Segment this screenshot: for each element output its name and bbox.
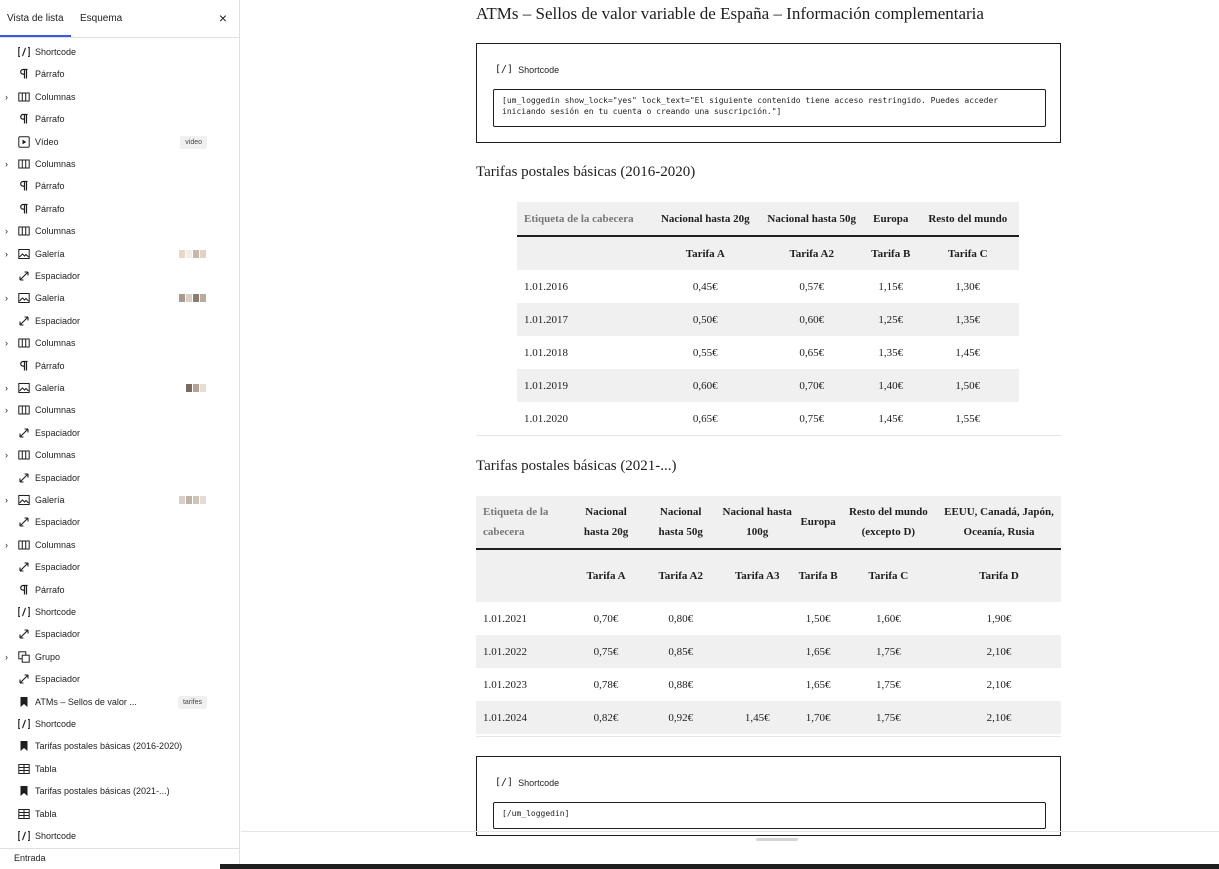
- page-title[interactable]: ATMs – Sellos de valor variable de España – Información complementaria: [476, 4, 984, 23]
- chevron-right-icon[interactable]: ›: [5, 450, 8, 461]
- list-item-label: Tarifas postales básicas (2016-2020): [35, 741, 183, 752]
- spacer-icon: [18, 561, 30, 573]
- table-cell[interactable]: 2,10€: [986, 678, 1012, 691]
- list-item[interactable]: [0, 176, 239, 198]
- list-item-label: Columnas: [35, 539, 76, 550]
- tab-outline[interactable]: Esquema: [80, 13, 123, 24]
- list-item-label: Shortcode: [35, 719, 77, 729]
- columns-icon: [18, 225, 30, 237]
- shortcode-input[interactable]: [/um_loggedin]: [493, 802, 1046, 829]
- table-cell[interactable]: 2,10€: [937, 701, 1061, 734]
- list-item-label: Shortcode: [35, 607, 77, 617]
- table-header-row: [517, 202, 1019, 236]
- chevron-right-icon[interactable]: ›: [5, 159, 8, 169]
- paragraph-icon: [18, 68, 30, 80]
- list-item-label: Párrafo: [35, 203, 65, 214]
- breadcrumb-entrada[interactable]: Entrada: [0, 848, 240, 864]
- table-cell[interactable]: 1.01.2019: [517, 369, 652, 402]
- list-item-label: Tarifas postales básicas (2021-...): [35, 786, 170, 797]
- table-cell[interactable]: 1,65€: [796, 635, 839, 668]
- table-cell[interactable]: [476, 549, 569, 602]
- table-header-cell[interactable]: EEUU, Canadá, Japón, Oceanía, Rusia: [937, 496, 1061, 549]
- table-subheader-row: [476, 549, 1061, 602]
- thumbnail: [179, 294, 185, 302]
- bottom-bar: [220, 864, 1219, 869]
- paragraph-icon: [18, 180, 30, 192]
- table-cell[interactable]: 0,75€: [569, 635, 644, 668]
- table-cell[interactable]: Tarifa A2: [643, 549, 718, 602]
- list-item-label: Párrafo: [35, 114, 65, 125]
- table-cell[interactable]: 0,65€: [799, 346, 825, 359]
- table-header-cell[interactable]: Etiqueta de la cabecera: [476, 496, 569, 549]
- table-cell[interactable]: 1,40€: [865, 369, 917, 402]
- table-cell[interactable]: 1,45€: [955, 346, 981, 359]
- heading-2016-2020[interactable]: Tarifas postales básicas (2016-2020): [476, 164, 696, 180]
- table-cell[interactable]: 1.01.2020: [524, 412, 568, 425]
- spacer-icon: [18, 270, 30, 282]
- list-item-label: Espaciador: [35, 629, 81, 640]
- table-row: [517, 402, 1019, 435]
- spacer-icon: [18, 673, 30, 685]
- list-item[interactable]: [0, 333, 239, 355]
- list-item-label: Galería: [35, 248, 65, 259]
- table-row: [476, 668, 1061, 701]
- list-item-label: Párrafo: [35, 584, 65, 595]
- chevron-right-icon[interactable]: ›: [5, 293, 8, 304]
- rates-table-2016-2020[interactable]: [517, 202, 1019, 435]
- table-row: [476, 635, 1061, 668]
- list-item[interactable]: [0, 378, 239, 400]
- table-cell[interactable]: 1,45€: [718, 701, 796, 734]
- gallery-icon: [18, 248, 30, 260]
- list-item[interactable]: [0, 311, 239, 333]
- block-badge: tarifes: [178, 696, 207, 709]
- list-item[interactable]: [0, 244, 239, 266]
- gallery-icon: [18, 382, 30, 394]
- table-cell[interactable]: Tarifa A: [569, 549, 644, 602]
- list-item-label: Columnas: [35, 226, 76, 237]
- list-item-label: Espaciador: [35, 271, 81, 281]
- shortcode-icon: [18, 830, 30, 842]
- thumbnail: [186, 250, 192, 258]
- gallery-thumbnails: [186, 384, 206, 392]
- list-item-label: Espaciador: [35, 517, 81, 528]
- gallery-thumbnails: [179, 294, 206, 302]
- table-cell[interactable]: 1,90€: [986, 612, 1012, 625]
- chevron-right-icon[interactable]: ›: [5, 405, 8, 416]
- table-row: [517, 369, 1019, 402]
- table-icon: [18, 763, 30, 775]
- list-item-label: Espaciador: [35, 315, 81, 326]
- shortcode-icon: [18, 718, 30, 730]
- table-header-cell[interactable]: Resto del mundo (excepto D): [840, 496, 937, 549]
- spacer-icon: [18, 628, 30, 640]
- list-item[interactable]: [0, 288, 239, 310]
- list-item-label: Espaciador: [35, 427, 81, 438]
- list-item[interactable]: [0, 64, 239, 86]
- list-item[interactable]: [0, 87, 239, 109]
- list-item-label: Espaciador: [35, 472, 81, 483]
- list-item[interactable]: [0, 490, 239, 512]
- list-view-panel: [0, 0, 240, 864]
- table-header-cell[interactable]: Etiqueta de la cabecera: [517, 202, 652, 236]
- list-item[interactable]: [0, 423, 239, 445]
- table-subheader-row: [517, 236, 1019, 270]
- table-cell[interactable]: [718, 635, 796, 668]
- table-cell[interactable]: [718, 602, 796, 635]
- list-item[interactable]: [0, 266, 239, 288]
- list-item[interactable]: [0, 804, 239, 826]
- list-item-label: Columnas: [35, 450, 76, 461]
- list-item-label: Shortcode: [35, 831, 77, 841]
- list-view-tabs: [0, 0, 239, 38]
- thumbnail: [186, 384, 192, 392]
- spacer-icon: [18, 427, 30, 439]
- spacer-icon: [18, 472, 30, 484]
- table-row: [517, 303, 1019, 336]
- thumbnail: [179, 250, 185, 258]
- thumbnail: [200, 294, 206, 302]
- video-icon: [18, 136, 30, 148]
- list-item-label: Párrafo: [35, 69, 65, 80]
- chevron-right-icon[interactable]: ›: [5, 383, 8, 393]
- table-cell[interactable]: 2,10€: [937, 635, 1061, 668]
- table-cell[interactable]: 1,75€: [840, 701, 937, 734]
- shortcode-block-header: [495, 777, 559, 788]
- table-cell[interactable]: [718, 668, 796, 701]
- list-item-label: Galería: [35, 383, 65, 393]
- table-cell[interactable]: 1,35€: [917, 303, 1019, 336]
- gallery-icon: [18, 494, 30, 506]
- list-item-label: Columnas: [35, 338, 76, 349]
- thumbnail: [200, 384, 206, 392]
- list-item-label: Vídeo: [35, 136, 59, 147]
- list-item-label: ATMs – Sellos de valor ...: [35, 696, 137, 707]
- thumbnail: [193, 294, 199, 302]
- table-header-cell[interactable]: Resto del mundo: [917, 202, 1019, 236]
- list-item[interactable]: [0, 781, 239, 803]
- table-cell[interactable]: 1,30€: [955, 280, 981, 293]
- table-cell[interactable]: 0,70€: [593, 612, 619, 625]
- list-item-label: Columnas: [35, 91, 76, 102]
- table-cell[interactable]: 0,60€: [652, 369, 758, 402]
- bookmark-icon: [18, 785, 30, 797]
- table-cell[interactable]: 0,60€: [759, 303, 865, 336]
- thumbnail: [193, 496, 199, 504]
- table-cell[interactable]: Tarifa B: [865, 236, 917, 270]
- columns-icon: [18, 91, 30, 103]
- list-item[interactable]: [0, 199, 239, 221]
- rates-table-2021[interactable]: [476, 496, 1061, 734]
- table-cell[interactable]: 1,70€: [796, 701, 839, 734]
- list-item-label: Columnas: [35, 405, 76, 416]
- shortcode-icon: [18, 46, 30, 58]
- list-item-label: Grupo: [35, 651, 61, 662]
- table-cell[interactable]: 0,50€: [652, 303, 758, 336]
- list-item[interactable]: [0, 132, 239, 154]
- table-cell[interactable]: 0,80€: [668, 612, 694, 625]
- table-cell[interactable]: 1,25€: [865, 303, 917, 336]
- shortcode-label: Shortcode: [518, 777, 560, 788]
- table-cell[interactable]: [517, 236, 652, 270]
- thumbnail: [186, 496, 192, 504]
- block-badge: video: [180, 136, 207, 149]
- table-cell[interactable]: 0,82€: [569, 701, 644, 734]
- table-cell[interactable]: 0,78€: [593, 678, 619, 691]
- table-row: [517, 336, 1019, 369]
- list-item[interactable]: [0, 512, 239, 534]
- table-cell[interactable]: 1.01.2016: [524, 280, 568, 293]
- shortcode-block-header: [495, 64, 559, 75]
- table-cell[interactable]: 1,60€: [875, 612, 901, 625]
- list-item-label: Párrafo: [35, 360, 65, 371]
- shortcode-icon: [/]: [495, 64, 514, 75]
- table-cell[interactable]: 1,50€: [917, 369, 1019, 402]
- table-cell[interactable]: 1.01.2022: [476, 635, 569, 668]
- paragraph-icon: [18, 203, 30, 215]
- table-cell[interactable]: 1,55€: [955, 412, 981, 425]
- table-cell[interactable]: Tarifa C: [840, 549, 937, 602]
- list-item[interactable]: [0, 445, 239, 467]
- table-cell[interactable]: Tarifa C: [917, 236, 1019, 270]
- group-icon: [18, 651, 30, 663]
- gallery-thumbnails: [179, 496, 206, 504]
- columns-icon: [18, 158, 30, 170]
- list-item[interactable]: [0, 714, 239, 736]
- table-row: [517, 270, 1019, 303]
- list-item[interactable]: [0, 624, 239, 646]
- table-cell[interactable]: Tarifa A: [652, 236, 758, 270]
- list-item-label: Espaciador: [35, 674, 81, 685]
- columns-icon: [18, 449, 30, 461]
- chevron-right-icon[interactable]: ›: [5, 226, 8, 237]
- list-item[interactable]: [0, 647, 239, 669]
- divider: [476, 435, 1061, 436]
- table-row: [476, 701, 1061, 734]
- table-row: [476, 602, 1061, 635]
- table-cell[interactable]: Tarifa A3: [718, 549, 796, 602]
- shortcode-block-bottom[interactable]: [476, 756, 1061, 836]
- table-header-cell[interactable]: Nacional hasta 20g: [569, 496, 644, 549]
- list-item-label: Galería: [35, 495, 65, 505]
- list-item[interactable]: [0, 826, 239, 848]
- columns-icon: [18, 539, 30, 551]
- list-item[interactable]: [0, 154, 239, 176]
- tab-list-view[interactable]: Vista de lista: [0, 0, 71, 37]
- shortcode-icon: [18, 606, 30, 618]
- table-header-row: [476, 496, 1061, 549]
- table-cell[interactable]: 1.01.2017: [517, 303, 652, 336]
- table-header-cell[interactable]: Nacional hasta 50g: [643, 496, 718, 549]
- chevron-right-icon[interactable]: ›: [5, 338, 8, 349]
- table-cell[interactable]: 1.01.2021: [483, 612, 527, 625]
- list-item[interactable]: [0, 759, 239, 781]
- shortcode-input[interactable]: [um_loggedin show_lock="yes" lock_text="El siguiente contenido tiene acceso restringido. Puedes acceder iniciando sesión en tu cuenta o creando una suscripción."]: [493, 89, 1046, 127]
- list-item-label: Párrafo: [35, 181, 65, 192]
- table-cell[interactable]: 1.01.2023: [483, 678, 527, 691]
- close-icon[interactable]: ×: [218, 10, 227, 26]
- table-cell[interactable]: 1.01.2018: [524, 346, 568, 359]
- columns-icon: [18, 337, 30, 349]
- table-cell[interactable]: 1,45€: [878, 412, 904, 425]
- table-cell[interactable]: 1,75€: [840, 635, 937, 668]
- table-cell[interactable]: 1,35€: [878, 346, 904, 359]
- paragraph-icon: [18, 113, 30, 125]
- table-cell[interactable]: 1,75€: [875, 678, 901, 691]
- table-cell[interactable]: Tarifa B: [796, 549, 839, 602]
- list-item[interactable]: [0, 356, 239, 378]
- table-cell[interactable]: 1,15€: [878, 280, 904, 293]
- table-header-cell[interactable]: Nacional hasta 20g: [652, 202, 758, 236]
- list-item[interactable]: [0, 535, 239, 557]
- table-cell[interactable]: 0,55€: [692, 346, 718, 359]
- list-item-label: Tabla: [35, 808, 57, 819]
- list-item-label: Shortcode: [35, 47, 77, 57]
- columns-icon: [18, 404, 30, 416]
- thumbnail: [186, 294, 192, 302]
- table-header-cell[interactable]: Nacional hasta 50g: [759, 202, 865, 236]
- thumbnail: [200, 496, 206, 504]
- table-cell[interactable]: 1,50€: [805, 612, 831, 625]
- shortcode-block-top[interactable]: [476, 43, 1061, 143]
- thumbnail: [179, 496, 185, 504]
- table-cell[interactable]: 1,65€: [805, 678, 831, 691]
- list-item[interactable]: [0, 602, 239, 624]
- thumbnail: [193, 384, 199, 392]
- gallery-icon: [18, 292, 30, 304]
- spacer-icon: [18, 315, 30, 327]
- table-header-cell[interactable]: Europa: [796, 496, 839, 549]
- table-header-cell[interactable]: Nacional hasta 100g: [718, 496, 796, 549]
- list-item[interactable]: [0, 692, 239, 714]
- list-item[interactable]: [0, 221, 239, 243]
- table-cell[interactable]: 0,75€: [799, 412, 825, 425]
- list-item-label: Galería: [35, 293, 65, 304]
- list-item[interactable]: [0, 400, 239, 422]
- chevron-right-icon[interactable]: ›: [5, 91, 8, 102]
- gallery-thumbnails: [179, 250, 206, 258]
- chevron-right-icon[interactable]: ›: [5, 248, 8, 259]
- table-cell[interactable]: 0,65€: [692, 412, 718, 425]
- table-cell[interactable]: 0,70€: [759, 369, 865, 402]
- paragraph-icon: [18, 584, 30, 596]
- table-cell[interactable]: 1.01.2024: [476, 701, 569, 734]
- table-header-cell[interactable]: Europa: [865, 202, 917, 236]
- table-cell[interactable]: Tarifa A2: [759, 236, 865, 270]
- shortcode-icon: [/]: [495, 777, 514, 788]
- table-cell[interactable]: 0,85€: [643, 635, 718, 668]
- table-cell[interactable]: 0,57€: [799, 280, 825, 293]
- list-item-label: Tabla: [35, 763, 57, 774]
- list-item-label: Espaciador: [35, 562, 81, 573]
- table-cell[interactable]: 0,88€: [668, 678, 694, 691]
- list-item[interactable]: [0, 736, 239, 758]
- list-item[interactable]: [0, 468, 239, 490]
- chevron-right-icon[interactable]: ›: [5, 539, 8, 550]
- chevron-right-icon[interactable]: ›: [5, 651, 8, 662]
- list-item[interactable]: [0, 580, 239, 602]
- spacer-icon: [18, 516, 30, 528]
- list-item[interactable]: [0, 669, 239, 691]
- thumbnail: [193, 250, 199, 258]
- shortcode-label: Shortcode: [518, 64, 560, 75]
- bookmark-icon: [18, 696, 30, 708]
- thumbnail: [200, 250, 206, 258]
- list-item[interactable]: [0, 42, 239, 64]
- resize-handle[interactable]: [756, 838, 798, 841]
- divider: [476, 736, 1061, 737]
- table-cell[interactable]: 0,45€: [692, 280, 718, 293]
- list-item-label: Columnas: [35, 159, 76, 169]
- chevron-right-icon[interactable]: ›: [5, 495, 8, 505]
- table-cell[interactable]: Tarifa D: [937, 549, 1061, 602]
- list-item[interactable]: [0, 557, 239, 579]
- canvas-border: [241, 831, 1219, 832]
- list-item[interactable]: [0, 109, 239, 131]
- bookmark-icon: [18, 740, 30, 752]
- heading-2021[interactable]: Tarifas postales básicas (2021-...): [476, 458, 677, 474]
- table-cell[interactable]: 0,92€: [643, 701, 718, 734]
- table-icon: [18, 808, 30, 820]
- paragraph-icon: [18, 360, 30, 372]
